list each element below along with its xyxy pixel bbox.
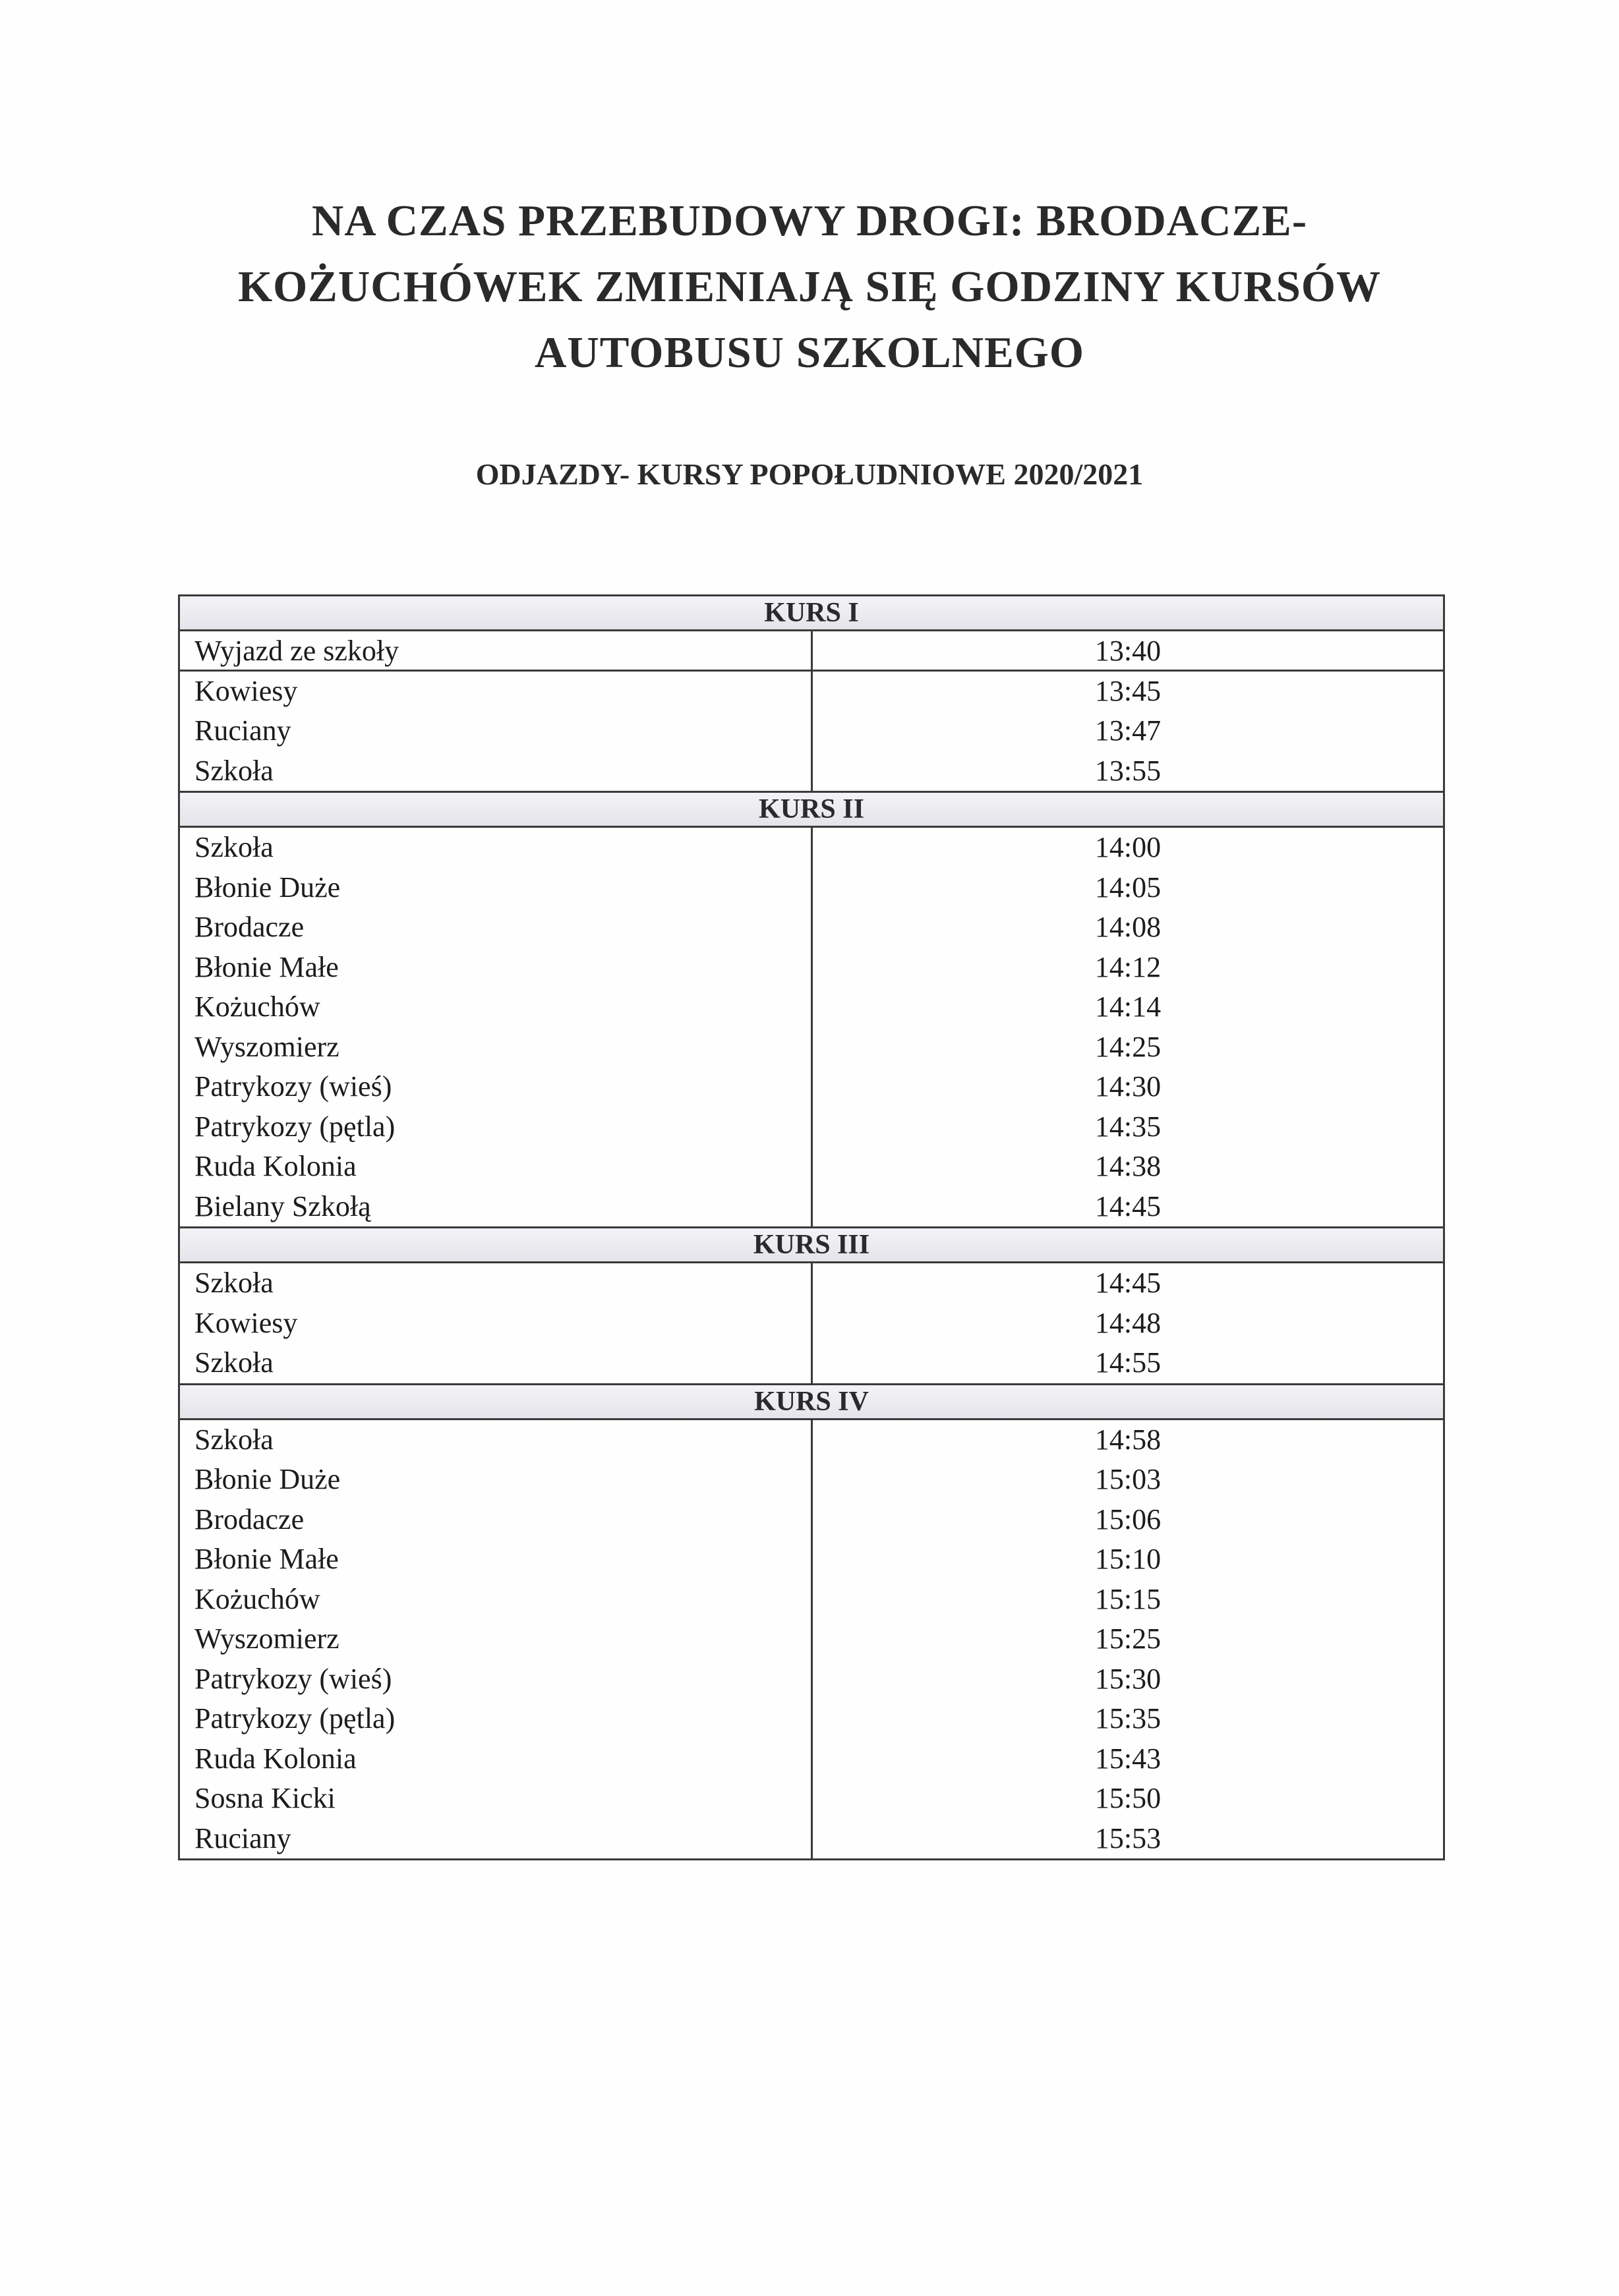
departure-time: 13:47 [1094,714,1162,747]
page-subtitle: ODJAZDY- KURSY POPOŁUDNIOWE 2020/2021 [475,457,1144,491]
stop-column [180,1263,813,1383]
stop-name: Kowiesy [194,674,298,707]
departure-time: 15:25 [1094,1622,1162,1655]
departure-time: 14:58 [1094,1423,1162,1456]
stop-name: Wyjazd ze szkoły [180,631,811,672]
time-column [813,631,1443,791]
stop-name: Patrykozy (wieś) [194,1070,392,1103]
stop-name: Brodacze [194,1503,305,1535]
departure-time: 13:55 [1094,754,1162,787]
course-header: KURS IV [180,1383,1443,1420]
stop-name: Kożuchów [194,1582,320,1615]
course-section [180,791,1443,1226]
stop-column [180,631,813,791]
time-column [813,1263,1443,1383]
departure-time: 14:35 [1094,1110,1162,1143]
departure-time: 15:10 [1094,1543,1162,1575]
departure-time: 14:45 [1094,1267,1162,1299]
course-section [180,1383,1443,1859]
course-header: KURS I [180,596,1443,631]
stop-name: Błonie Małe [194,950,339,983]
departure-time: 15:43 [1094,1742,1162,1775]
stop-name: Ruciany [194,1822,291,1854]
page-title [0,188,1619,386]
stop-name: Sosna Kicki [194,1782,336,1814]
course-section [180,1226,1443,1383]
stop-name: Wyszomierz [194,1622,339,1655]
departure-time: 14:55 [1094,1346,1162,1379]
stop-name: Szkoła [194,831,274,863]
departure-time: 14:05 [1094,871,1162,904]
departure-time: 15:15 [1094,1582,1162,1615]
stop-column [180,1420,813,1859]
stop-name: Szkoła [194,1346,274,1379]
time-column [813,1420,1443,1859]
stop-name: Kowiesy [194,1306,298,1339]
stop-name: Błonie Duże [194,1463,341,1495]
departure-time: 14:00 [1094,831,1162,863]
departure-time: 15:30 [1094,1662,1162,1695]
stop-name: Ruda Kolonia [194,1742,357,1775]
stop-name: Ruciany [194,714,291,747]
departure-time: 15:06 [1094,1503,1162,1535]
departure-time: 14:12 [1094,950,1162,983]
stop-name: Patrykozy (wieś) [194,1662,392,1695]
stop-name: Kożuchów [194,990,320,1023]
stop-name: Szkoła [194,754,274,787]
timetable [178,594,1445,1860]
departure-time: 14:38 [1094,1150,1162,1182]
departure-time: 15:03 [1094,1463,1162,1495]
course-header: KURS II [180,791,1443,828]
course-rows [180,631,1443,791]
departure-time: 15:50 [1094,1782,1162,1814]
title-line-1: NA CZAS PRZEBUDOWY DROGI: BRODACZE- [311,196,1308,245]
course-section [180,596,1443,791]
stop-name: Szkoła [194,1267,274,1299]
course-header: KURS III [180,1226,1443,1263]
stop-name: Brodacze [194,911,305,943]
departure-time: 14:08 [1094,911,1162,943]
stop-name: Szkoła [194,1423,274,1456]
course-rows [180,1263,1443,1383]
course-rows [180,828,1443,1226]
departure-time: 15:35 [1094,1702,1162,1735]
title-line-2: KOŻUCHÓWEK ZMIENIAJĄ SIĘ GODZINY KURSÓW [237,262,1382,311]
departure-time: 15:53 [1094,1822,1162,1854]
departure-time: 14:45 [1094,1190,1162,1222]
stop-name: Błonie Małe [194,1543,339,1575]
time-column [813,828,1443,1226]
course-rows [180,1420,1443,1859]
stop-name: Bielany Szkołą [194,1190,371,1222]
stop-name: Wyszomierz [194,1030,339,1063]
departure-time: 13:40 [813,631,1443,672]
departure-time: 14:48 [1094,1306,1162,1339]
stop-name: Patrykozy (pętla) [194,1110,396,1143]
title-line-3: AUTOBUSU SZKOLNEGO [534,328,1084,377]
stop-name: Błonie Duże [194,871,341,904]
stop-name: Ruda Kolonia [194,1150,357,1182]
departure-time: 14:14 [1094,990,1162,1023]
departure-time: 13:45 [1094,674,1162,707]
departure-time: 14:25 [1094,1030,1162,1063]
stop-column [180,828,813,1226]
departure-time: 14:30 [1094,1070,1162,1103]
stop-name: Patrykozy (pętla) [194,1702,396,1735]
